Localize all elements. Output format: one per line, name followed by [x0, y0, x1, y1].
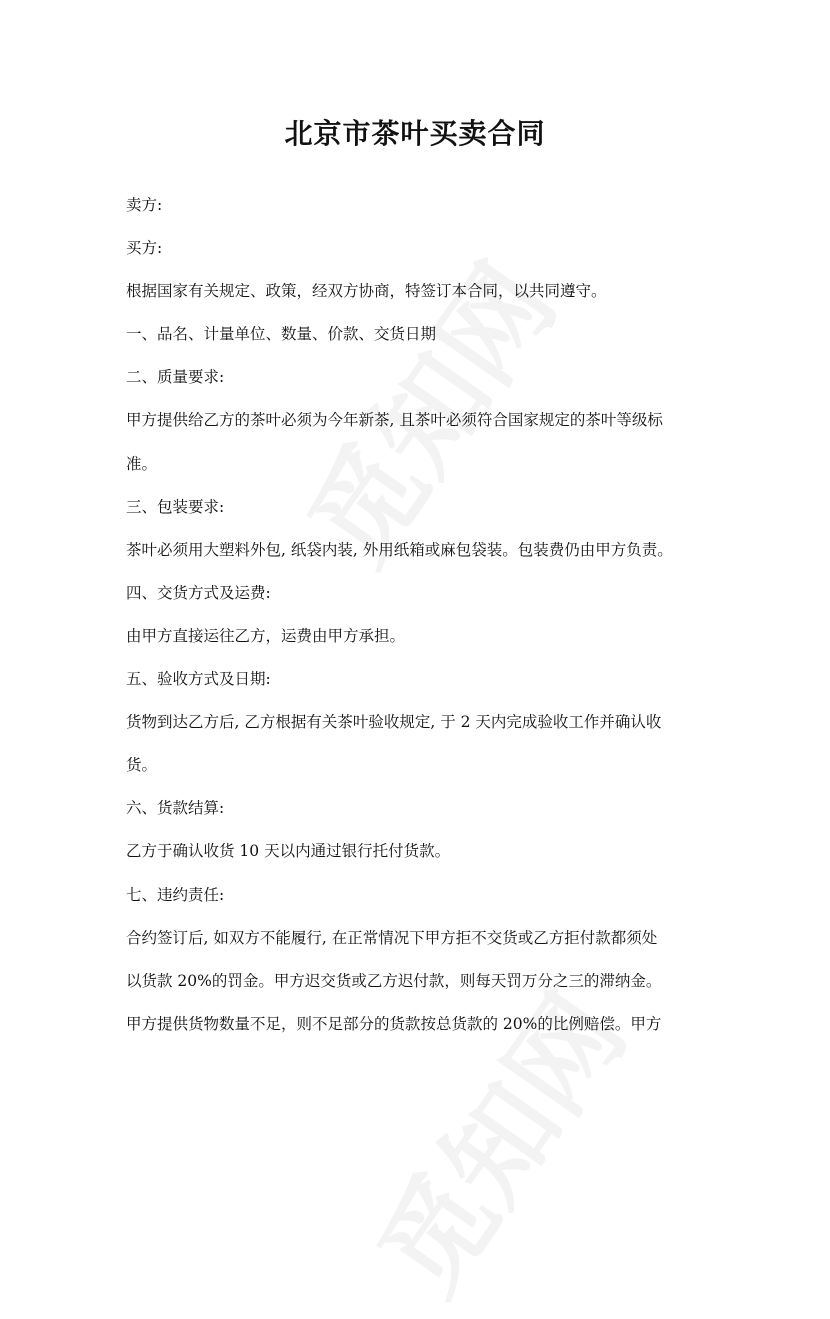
text-line: 准。 — [126, 454, 158, 473]
text-line: 甲方提供给乙方的茶叶必须为今年新茶, 且茶叶必须符合国家规定的茶叶等级标 — [126, 411, 663, 430]
document-title: 北京市茶叶买卖合同 — [284, 117, 546, 150]
text-line: 合约签订后, 如双方不能履行, 在正常情况下甲方拒不交货或乙方拒付款都须处 — [126, 928, 658, 947]
section-heading: 三、包装要求: — [126, 497, 225, 516]
text-line: 买方: — [126, 239, 163, 258]
text-line: 以货款 20%的罚金。甲方迟交货或乙方迟付款，则每天罚万分之三的滞纳金。 — [126, 971, 662, 990]
text-line: 甲方提供货物数量不足，则不足部分的货款按总货款的 20%的比例赔偿。甲方 — [126, 1014, 662, 1033]
text-line: 茶叶必须用大塑料外包, 纸袋内装, 外用纸箱或麻包袋装。包装费仍由甲方负责。 — [126, 540, 673, 559]
text-line: 货物到达乙方后, 乙方根据有关茶叶验收规定, 于 2 天内完成验收工作并确认收 — [126, 713, 662, 732]
text-line: 由甲方直接运往乙方，运费由甲方承担。 — [126, 626, 406, 645]
section-heading: 四、交货方式及运费: — [126, 583, 271, 602]
section-heading: 一、品名、计量单位、数量、价款、交货日期 — [126, 325, 437, 344]
section-heading: 五、验收方式及日期: — [126, 670, 271, 689]
section-heading: 六、货款结算: — [126, 799, 225, 818]
text-line: 卖方: — [126, 196, 163, 214]
section-heading: 二、质量要求: — [126, 368, 225, 387]
text-line: 乙方于确认收货 10 天以内通过银行托付货款。 — [126, 842, 451, 861]
section-heading: 七、违约责任: — [126, 885, 225, 904]
text-line: 根据国家有关规定、政策，经双方协商，特签订本合同，以共同遵守。 — [126, 282, 607, 301]
document-body — [126, 193, 726, 1055]
text-line: 货。 — [126, 756, 158, 775]
